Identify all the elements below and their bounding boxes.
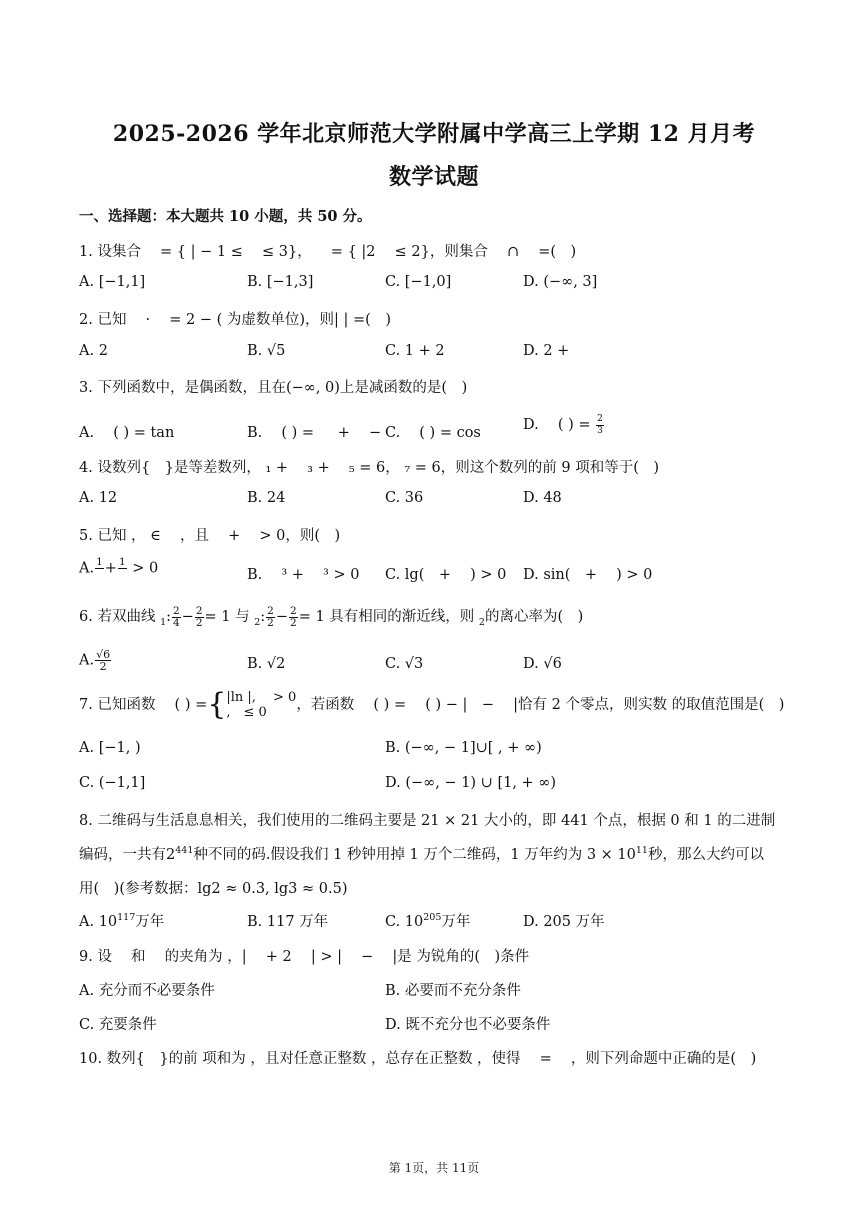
q6-option-c: C. √3 [385,656,424,672]
q9-option-d: D. 既不充分也不必要条件 [385,1017,551,1033]
q5-frac-2: 1 [118,556,126,568]
q2-option-b: B. √5 [247,343,286,359]
q8-option-a-exp: 117 [117,912,136,924]
question-7-stem [79,687,785,722]
q7-stem-part-b: ，若函数 ( ) = ( ) − | − |恰有 2 个零点，则实数 的取值范围是( ) [296,697,785,713]
question-1-stem: 1. 设集合 = { | − 1 ≤ ≤ 3}， = { |2 ≤ 2}，则集合 ∩ =( ) [79,244,577,260]
q6-stem-part-b: 1 具有相同的渐近线，则 [315,609,475,625]
q8-line2-c: 秒，那么大约可以 [647,847,764,863]
q8-option-b: B. 117 万年 [247,914,329,930]
q1-option-b: B. [−1,3] [247,274,314,290]
q8-option-c-unit: 万年 [441,914,471,930]
q5-frac-1: 1 [96,556,103,568]
question-8-line-1: 8. 二维码与生活息息相关，我们使用的二维码主要是 21 × 21 大小的，即 441 个点，根据 0 和 1 的二进制 [79,813,776,829]
q8-exponent-11: 11 [635,845,648,857]
question-10-stem: 10. 数列{ }的前 项和为 ，且对任意正整数 ，总存在正整数 ，使得 = ，则下列命题中正确的是( ) [79,1051,757,1067]
q8-option-a [79,910,164,931]
question-8-line-2 [79,843,764,864]
question-8-line-3: 用( )(参考数据：lg2 ≈ 0.3, lg3 ≈ 0.5) [79,881,348,897]
exam-title: 2025-2026 学年北京师范大学附属中学高三上学期 12 月月考 [112,121,756,147]
piecewise-brace: { [207,687,227,722]
question-4-stem: 4. 设数列{ }是等差数列， ₁ + ₃ + ₅ = 6， ₇ = 6，则这个数列的前 9 项和等于( ) [79,460,660,476]
q5-option-a: A. 1 + 1 > 0 [79,557,158,580]
q3-option-d [523,413,605,437]
question-2-stem: 2. 已知 · = 2 − ( 为虚数单位)，则| | =( ) [79,312,391,328]
q3-exponent-fraction: $\frac{2}{3}$ [597,413,603,436]
q6-frac-2: $\frac{2}{2}$ [195,604,203,629]
q5-option-b: B. ³ + ³ > 0 [247,567,360,583]
q6-option-a [79,649,112,672]
q4-option-a: A. 12 [79,490,118,506]
q2-option-c: C. 1 + 2 [385,343,445,359]
q8-line2-a: 编码，一共有2 [79,847,176,863]
q9-option-b: B. 必要而不充分条件 [385,983,521,999]
q4-option-c: C. 36 [385,490,424,506]
q7-option-c: C. (−1,1] [79,775,146,791]
q3-option-c: C. ( ) = cos [385,425,481,441]
q6-frac-3: $\frac{2}{2}$ [267,604,274,629]
question-5-stem: 5. 已知 ， ∈ ，且 + > 0，则( ) [79,528,341,544]
q1-option-a: A. [−1,1] [79,274,146,290]
q1-option-d: D. (−∞, 3] [523,274,598,290]
q7-option-a: A. [−1, ) [79,740,141,756]
q5-option-d: D. sin( + ) > 0 [523,567,653,583]
q8-option-a-unit: 万年 [135,914,165,930]
q8-line2-b: 种不同的码.假设我们 1 秒钟用掉 1 万个二维码，1 万年约为 3 × 10 [193,847,636,863]
question-9-stem: 9. 设 和 的夹角为 ，| + 2 | > | − |是 为锐角的( )条件 [79,949,530,965]
q3-option-b: B. ( ) = + − [247,425,382,441]
q7-piece-2: , ≤ 0 [226,705,267,720]
q7-option-b: B. (−∞, − 1]∪[ , + ∞) [385,740,542,756]
q6-stem-part-a: 6. 若双曲线 [79,609,161,625]
exam-subtitle: 数学试题 [388,164,479,190]
q3-option-a: A. ( ) = tan [79,425,175,441]
page-footer: 第 1页，共 11页 [388,1161,480,1175]
q6-frac-4: $\frac{2}{2}$ [290,604,297,629]
q5-option-a-label: A. [79,560,95,577]
q8-option-d: D. 205 万年 [523,914,605,930]
q6-option-a-label: A. [79,652,95,669]
q9-option-a: A. 充分而不必要条件 [79,983,215,999]
q6-option-b: B. √2 [247,656,286,672]
q2-option-a: A. 2 [79,343,108,359]
q3-option-d-text: D. ( ) = [523,417,591,433]
q5-option-c: C. lg( + ) > 0 [385,567,507,583]
section-heading: 一、选择题：本大题共 10 小题，共 50 分。 [79,208,372,225]
q6-stem-part-c: 的离心率为( ) [484,609,584,625]
q9-option-c: C. 充要条件 [79,1017,157,1033]
question-3-stem: 3. 下列函数中，是偶函数，且在(−∞, 0)上是减函数的是( ) [79,380,468,396]
q8-option-c-exp: 205 [423,912,442,924]
q4-option-d: D. 48 [523,490,562,506]
q8-exponent-441: 441 [175,845,194,857]
q8-option-c [385,910,470,931]
q7-stem-part-a: 7. 已知函数 ( ) = [79,697,208,713]
q6-option-d: D. √6 [523,656,562,672]
q7-option-d: D. (−∞, − 1) ∪ [1, + ∞) [385,775,557,791]
q7-piece-1: |ln |, > 0 [226,690,297,705]
q8-option-c-base: C. 10 [385,914,424,930]
q7-piecewise [226,690,296,720]
q6-option-a-frac: $\frac{√6}{2}$ [96,648,111,673]
q1-option-c: C. [−1,0] [385,274,452,290]
q2-option-d: D. 2 + [523,343,570,359]
question-6-stem: 6. 若双曲线 $_1$: $\frac{2}{4}$ − $\frac{2}{2}$ = 1 与 $_2$: $\frac{2}{2}$ − $\frac{2}{2}$ = 1 具有相同的渐近线，则 $_2$的离心率为( ) [79,604,584,629]
q8-option-a-base: A. 10 [79,914,118,930]
q6-frac-1: $\frac{2}{4}$ [173,604,180,629]
q4-option-b: B. 24 [247,490,286,506]
